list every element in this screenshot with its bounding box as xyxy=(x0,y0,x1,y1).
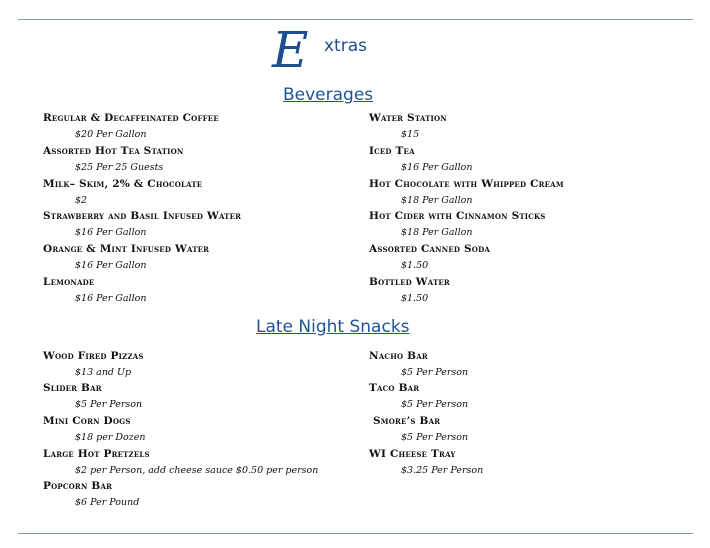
menu-item xyxy=(369,210,546,239)
menu-item xyxy=(43,480,139,509)
bottom-rule xyxy=(18,533,693,534)
item-price: $2 xyxy=(75,195,88,206)
item-name: Bottled Water xyxy=(369,276,450,288)
item-price: $18 Per Gallon xyxy=(401,195,473,206)
item-name: Water Station xyxy=(369,112,447,124)
item-name: Hot Chocolate with Whipped Cream xyxy=(369,178,564,190)
item-price: $3.25 Per Person xyxy=(401,465,484,476)
menu-item xyxy=(373,415,468,444)
menu-item xyxy=(43,382,142,411)
item-name: Taco Bar xyxy=(369,382,420,394)
item-name: Assorted Hot Tea Station xyxy=(43,145,184,157)
menu-item xyxy=(369,382,468,411)
menu-item xyxy=(43,448,318,477)
menu-item xyxy=(43,415,146,444)
item-price: $5 Per Person xyxy=(75,399,143,410)
item-price: $16 Per Gallon xyxy=(75,293,147,304)
menu-item xyxy=(369,243,490,272)
menu-item xyxy=(369,276,450,305)
item-price: $20 Per Gallon xyxy=(75,129,147,140)
top-rule xyxy=(18,19,693,20)
item-name: Strawberry and Basil Infused Water xyxy=(43,210,242,222)
item-name: Assorted Canned Soda xyxy=(369,243,490,255)
item-price: $16 Per Gallon xyxy=(401,162,473,173)
item-name: Hot Cider with Cinnamon Sticks xyxy=(369,210,546,222)
menu-item xyxy=(43,350,144,379)
item-name: Milk– Skim, 2% & Chocolate xyxy=(43,178,203,190)
item-price: $18 per Dozen xyxy=(75,432,146,443)
item-name: Popcorn Bar xyxy=(43,480,113,492)
item-price: $18 Per Gallon xyxy=(401,227,473,238)
beverages-heading: Beverages xyxy=(283,85,374,105)
menu-item xyxy=(43,145,184,174)
menu-item xyxy=(43,178,202,207)
menu-item xyxy=(369,112,447,141)
item-price: $5 Per Person xyxy=(401,367,469,378)
item-name: Orange & Mint Infused Water xyxy=(43,243,210,255)
item-price: $16 Per Gallon xyxy=(75,260,147,271)
title-rest: xtras xyxy=(324,36,367,56)
item-price: $2 per Person, add cheese sauce $0.50 per person xyxy=(75,465,319,476)
menu-item xyxy=(43,276,146,305)
late-night-snacks-heading: Late Night Snacks xyxy=(256,317,410,337)
item-price: $1.50 xyxy=(401,293,429,304)
item-name: Mini Corn Dogs xyxy=(43,415,131,427)
item-name: WI Cheese Tray xyxy=(369,448,456,460)
menu-item xyxy=(369,145,472,174)
item-name: Slider Bar xyxy=(43,382,102,394)
menu-item xyxy=(369,178,564,207)
item-name: Smore’s Bar xyxy=(373,415,441,427)
menu-item xyxy=(43,112,219,141)
item-price: $15 xyxy=(401,129,420,140)
menu-item xyxy=(369,350,468,379)
item-name: Lemonade xyxy=(43,276,95,288)
item-name: Large Hot Pretzels xyxy=(43,448,150,460)
menu-item xyxy=(43,210,241,239)
item-name: Nacho Bar xyxy=(369,350,428,362)
item-price: $5 Per Person xyxy=(401,399,469,410)
title-initial: E xyxy=(272,21,309,79)
item-name: Regular & Decaffeinated Coffee xyxy=(43,112,219,124)
item-price: $1.50 xyxy=(401,260,429,271)
item-name: Iced Tea xyxy=(369,145,415,157)
item-price: $5 Per Person xyxy=(401,432,469,443)
item-name: Wood Fired Pizzas xyxy=(43,350,144,362)
menu-item xyxy=(369,448,483,477)
item-price: $16 Per Gallon xyxy=(75,227,147,238)
menu-item xyxy=(43,243,209,272)
item-price: $25 Per 25 Guests xyxy=(75,162,164,173)
item-price: $6 Per Pound xyxy=(75,497,140,508)
item-price: $13 and Up xyxy=(75,367,132,378)
